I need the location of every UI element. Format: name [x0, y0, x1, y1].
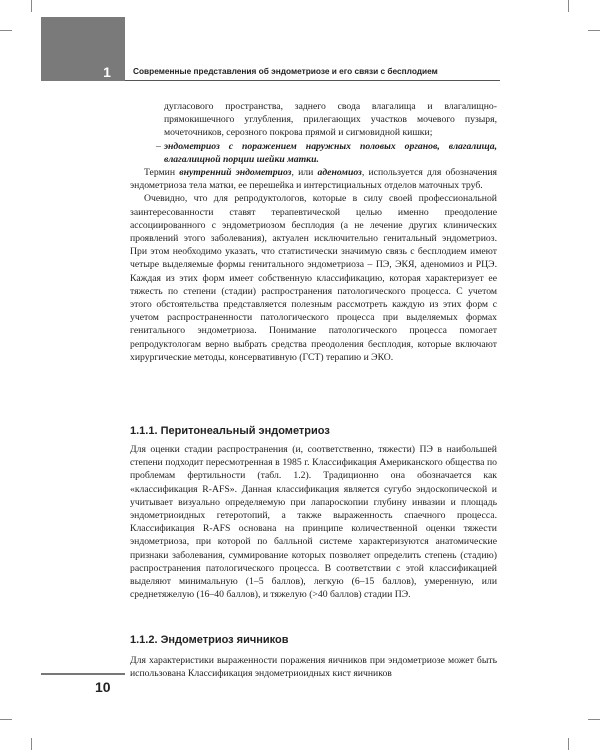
paragraph-text: , или — [291, 167, 318, 179]
crop-mark — [568, 0, 569, 12]
crop-mark — [588, 719, 600, 720]
section-heading-peritoneal: 1.1.1. Перитонеальный эндометриоз — [130, 425, 330, 437]
term-internal-endometriosis: внутренний эндометриоз — [179, 167, 292, 179]
paragraph-text: Термин — [144, 167, 180, 179]
crop-mark — [568, 738, 569, 750]
chapter-number: 1 — [103, 64, 111, 80]
crop-mark — [0, 719, 12, 720]
paragraph-text: , используется для обозначения эндометриоза тела матки, ее перешейка и интерстициальных отделов маточных труб. — [130, 167, 498, 192]
crop-mark — [31, 0, 32, 12]
page-number: 10 — [95, 679, 111, 695]
term-adenomyosis: аденомиоз — [317, 167, 362, 179]
paragraph-term — [130, 166, 497, 192]
section-peritoneal-text — [130, 443, 497, 601]
crop-mark — [588, 30, 600, 31]
paragraph-reproductologists: Очевидно, что для репродуктологов, которые в силу своей профессиональной заинтересованности ставят терапевтической целью именно преодоление ассоциированного с эндометриозом бесплодия (а не лечение других клинических проявлений этого заболевания), актуален исключительно генитальный эндометриоз. При этом необходимо указать, что статистически значимую связь с бесплодием имеют четыре выделяемые формы генитального эндометриоза – ПЭ, ЭКЯ, аденомиоз и РЦЭ. Каждая из этих форм имеет собственную классификацию, которая характеризует ее тяжесть по степени (стадии) распространения патологического процесса. С учетом этого обстоятельства представляется полезным рассмотреть каждую из этих форм с учетом распространенности патологического процесса при выделяемых формах генитального эндометриоза. Понимание патологического процесса помогает репродуктологам верно выбрать средства преодоления бесплодия, которые включают хирургические методы, консервативную (ГСТ) терапию и ЭКО. — [130, 193, 497, 363]
crop-mark — [0, 30, 12, 31]
intro-text — [130, 100, 497, 364]
list-dash: – — [156, 140, 161, 152]
running-header-title: Современные представления об эндометриозе и его связи с бесплодием — [133, 66, 438, 76]
header-rule — [125, 80, 500, 81]
section-ovarian-text — [130, 654, 497, 680]
list-item — [130, 140, 497, 166]
footer-rule — [41, 673, 125, 675]
crop-mark — [31, 738, 32, 750]
paragraph-ovarian: Для характеристики выраженности поражения яичников при эндометриозе может быть использована Классификация эндометриоидных кист яичников — [130, 655, 497, 680]
section-heading-ovarian: 1.1.2. Эндометриоз яичников — [130, 634, 289, 646]
list-continuation: дугласового пространства, заднего свода влагалища и влагалищно-прямокишечного углубления, прилегающих участков мочевого пузыря, мочеточников, серозного покрова прямой и сигмовидной кишки; — [164, 101, 497, 139]
list-item-text: эндометриоз с поражением наружных половых органов, влагалища, влагалищной порции шейки матки. — [164, 140, 497, 165]
paragraph-peritoneal: Для оценки стадии распространения (и, соответственно, тяжести) ПЭ в наибольшей степени подходит пересмотренная в 1985 г. Классификация Американского общества по проблемам фертильности (табл. 1.2). Традиционно она обозначается как «классификация R-AFS». Данная классификация является сугубо эндоскопической и учитывает визуально определяемую при лапароскопии глубину инвазии и площадь эндометриоидных гетеротопий, а также выраженность спаечного процесса. Классификация R-AFS основана на принципе количественной оценки тяжести эндометриоза, при которой по балльной системе характеризуются анатомические признаки заболевания, суммирование которых позволяет определить степень (стадию) распространения патологического процесса. В соответствии с этой классификацией выделяют минимальную (1–5 баллов), легкую (6–15 баллов), умеренную, или среднетяжелую (16–40 баллов), и тяжелую (>40 баллов) стадии ПЭ. — [130, 444, 497, 601]
